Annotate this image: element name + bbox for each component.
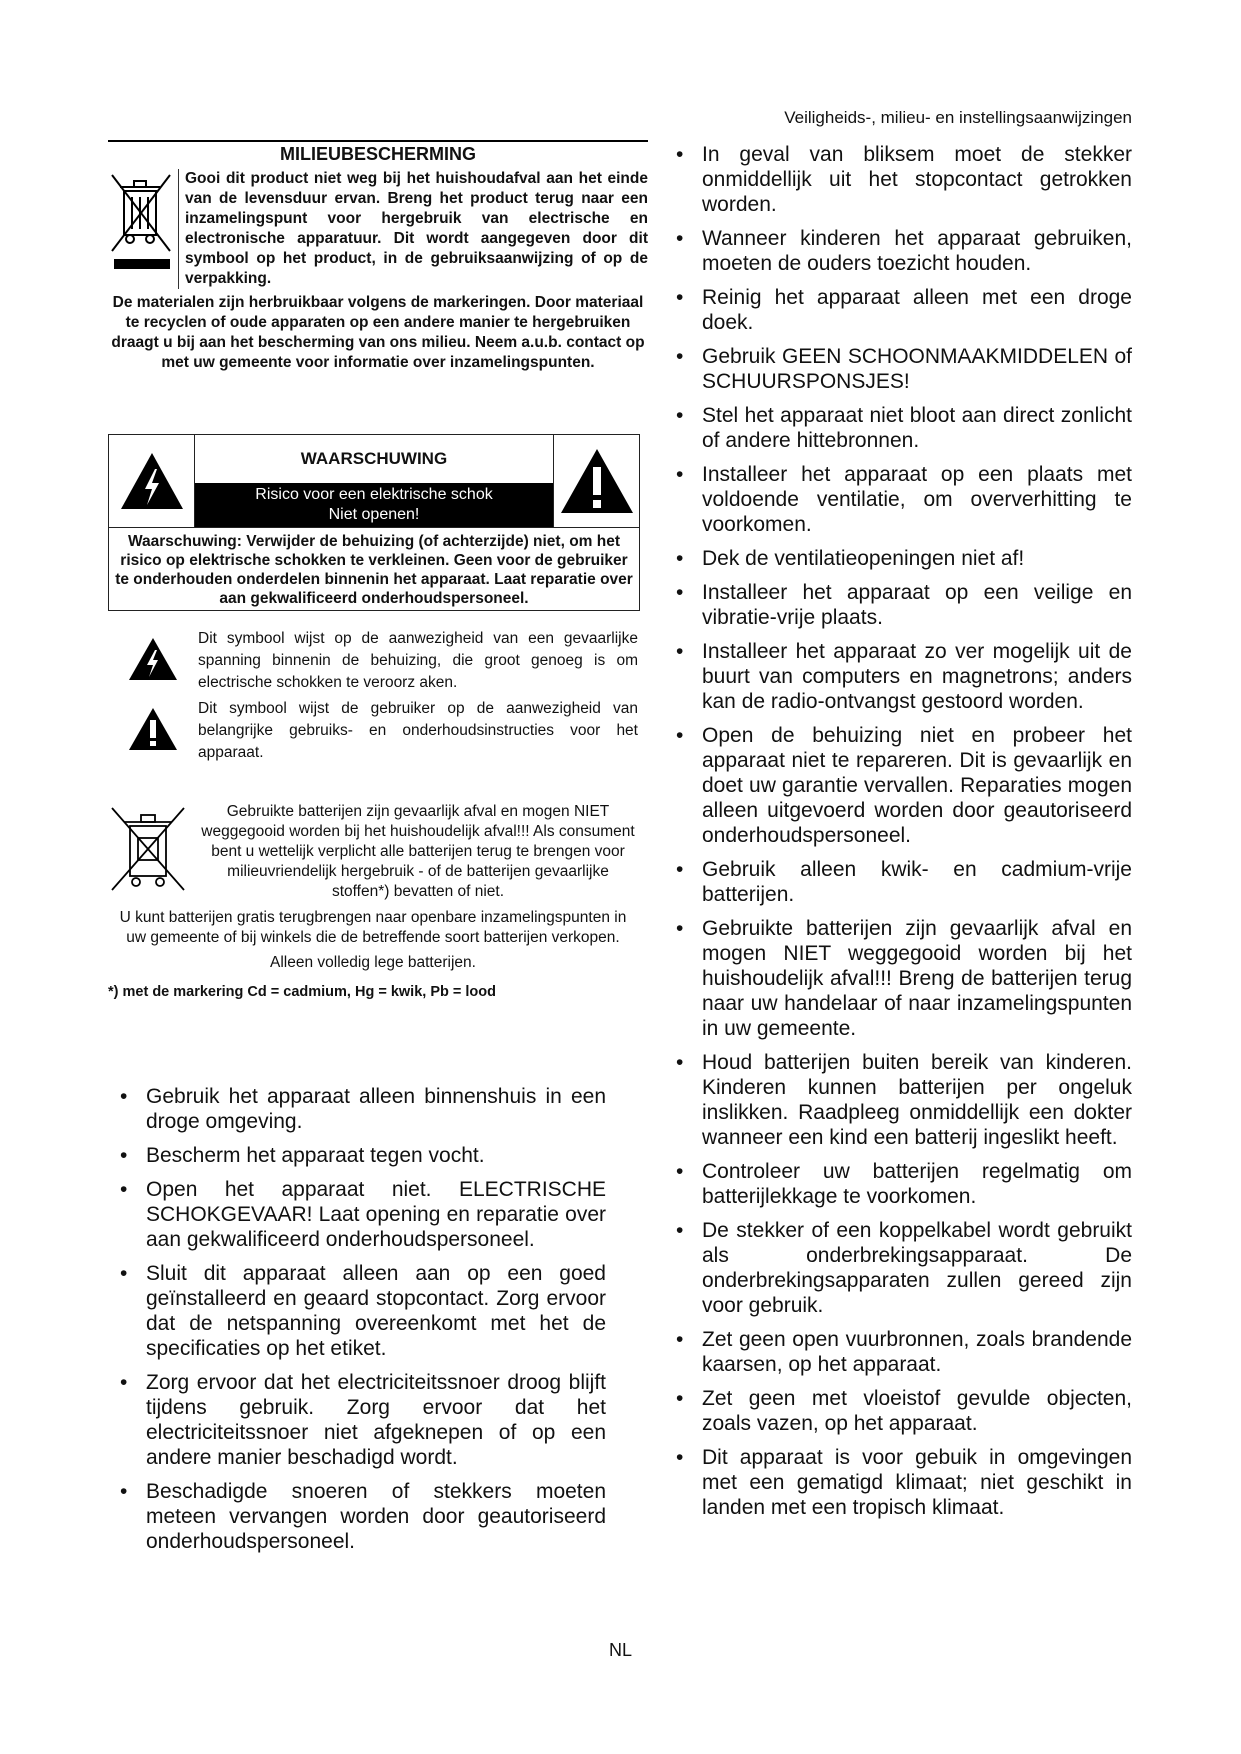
list-item: • Bescherm het apparaat tegen vocht. [112, 1143, 606, 1168]
list-item: • Reinig het apparaat alleen met een droge doek. [668, 285, 1132, 335]
environment-title: MILIEUBESCHERMING [108, 140, 648, 165]
battery-empty-text: Alleen volledig lege batterijen. [270, 954, 476, 971]
list-item: • In geval van bliksem moet de stekker onmiddellijk uit het stopcontact getrokken worden. [668, 142, 1132, 217]
warning-box [108, 434, 640, 611]
shock-risk-line1: Risico voor een elektrische schok [255, 486, 493, 503]
black-bar [114, 259, 170, 269]
list-item: • Gebruikte batterijen zijn gevaarlijk afval en mogen NIET weggegooid worden bij het huishoudelijk afval!!! Breng de batterijen terug naar uw handelaar of naar inzamelingspunten in uw gemeente. [668, 916, 1132, 1041]
lightning-warning-icon [119, 451, 185, 511]
list-item: • Dek de ventilatieopeningen niet af! [668, 546, 1132, 571]
environment-recycle-text: De materialen zijn herbruikbaar volgens de markeringen. Door materiaal te recyclen of oude apparaten op een andere manier te hergebruiken draagt u bij aan het bescherming van ons milieu. Neem a.u.b. contact op met uw gemeente voor informatie over inzamelingspunten. [111, 294, 645, 371]
battery-return-text: U kunt batterijen gratis terugbrengen naar openbare inzamelingspunten in uw gemeente of bij winkels die de betreffende soort batterijen verkopen. [119, 909, 627, 946]
list-item: • Zet geen open vuurbronnen, zoals brandende kaarsen, op het apparaat. [668, 1327, 1132, 1377]
list-item: • Installeer het apparaat op een veilige en vibratie-vrije plaats. [668, 580, 1132, 630]
exclamation-symbol-text: Dit symbool wijst de gebruiker op de aanwezigheid van belangrijke gebruiks- en onderhoudsinstructies voor het apparaat. [198, 700, 638, 761]
exclamation-symbol-row [108, 698, 638, 764]
right-safety-list [668, 142, 1132, 1529]
shock-risk-line2: Niet openen! [328, 506, 420, 523]
list-item: • Installeer het apparaat op een plaats met voldoende ventilatie, om oververhitting te voorkomen. [668, 462, 1132, 537]
environment-section [108, 140, 648, 373]
list-item: • Beschadigde snoeren of stekkers moeten meteen vervangen worden door geautoriseerd onderhoudspersoneel. [112, 1479, 606, 1554]
list-item: • Dit apparaat is voor gebuik in omgevingen met een gematigd klimaat; niet geschikt in landen met een tropisch klimaat. [668, 1445, 1132, 1520]
list-item: • Controleer uw batterijen regelmatig om batterijlekkage te voorkomen. [668, 1159, 1132, 1209]
page-header: Veiligheids-, milieu- en instellingsaanwijzingen [784, 108, 1132, 127]
page-language-code: NL [608, 1640, 632, 1660]
list-item: • Gebruik GEEN SCHOONMAAKMIDDELEN of SCHUURSPONSJES! [668, 344, 1132, 394]
list-item: • De stekker of een koppelkabel wordt gebruikt als onderbrekingsapparaat. De onderbrekingsapparaten zullen gereed zijn voor gebruik. [668, 1218, 1132, 1318]
list-item: • Gebruik het apparaat alleen binnenshuis in een droge omgeving. [112, 1084, 606, 1134]
battery-section [108, 802, 638, 1000]
warning-title: WAARSCHUWING [300, 449, 448, 468]
list-item: • Zet geen met vloeistof gevulde objecten, zoals vazen, op het apparaat. [668, 1386, 1132, 1436]
battery-text: Gebruikte batterijen zijn gevaarlijk afval en mogen NIET weggegooid worden bij het huishoudelijk afval!!! Als consument bent u wettelijk verplicht alle batterijen terug te brengen voor milieuvriendelijk hergebruik - of de batterijen gevaarlijke stoffen*) bevatten of niet. [201, 803, 635, 900]
list-item: • Installeer het apparaat zo ver mogelijk uit de buurt van computers en magnetrons; anders kan de radio-ontvangst gestoord worden. [668, 639, 1132, 714]
left-safety-list [112, 1084, 606, 1563]
list-item: • Open de behuizing niet en probeer het apparaat niet te repareren. Dit is gevaarlijk en doet uw garantie vervallen. Reparaties mogen alleen uitgevoerd worden door geautoriseerd onderhoudspersoneel. [668, 723, 1132, 848]
lightning-symbol-text: Dit symbool wijst op de aanwezigheid van een gevaarlijke spanning binnenin de behuizing, die groot genoeg is om electrische schokken te veroorz aken. [198, 630, 638, 691]
list-item: • Wanneer kinderen het apparaat gebruiken, moeten de ouders toezicht houden. [668, 226, 1132, 276]
lightning-symbol-row [108, 628, 638, 694]
list-item: • Houd batterijen buiten bereik van kinderen. Kinderen kunnen batterijen per ongeluk inslikken. Raadpleeg onmiddellijk een dokter wanneer een kind een batterij ingeslikt heeft. [668, 1050, 1132, 1150]
shock-risk-banner [195, 483, 553, 527]
list-item: • Stel het apparaat niet bloot aan direct zonlicht of andere hittebronnen. [668, 403, 1132, 453]
lightning-icon [127, 636, 179, 682]
crossed-bin-battery-icon [108, 802, 188, 894]
list-item: • Gebruik alleen kwik- en cadmium-vrije batterijen. [668, 857, 1132, 907]
exclamation-warning-icon [559, 447, 635, 515]
list-item: • Open het apparaat niet. ELECTRISCHE SCHOKGEVAAR! Laat opening en reparatie over aan gekwalificeerd onderhoudspersoneel. [112, 1177, 606, 1252]
battery-footnote: *) met de markering Cd = cadmium, Hg = kwik, Pb = lood [108, 984, 496, 1000]
list-item: • Zorg ervoor dat het electriciteitssnoer droog blijft tijdens gebruik. Zorg ervoor dat het electriciteitssnoer niet afgeknepen of op een andere manier beschadigd wordt. [112, 1370, 606, 1470]
crossed-bin-icon [108, 169, 174, 257]
list-item: • Sluit dit apparaat alleen aan op een goed geïnstalleerd en geaard stopcontact. Zorg ervoor dat de netspanning overeenkomt met het de specificaties op het etiket. [112, 1261, 606, 1361]
environment-text: Gooi dit product niet weg bij het huishoudafval aan het einde van de levensduur ervan. Breng het product terug naar een inzamelingspunt voor hergebruik van electrische en electronische apparatuur. Dit wordt aangegeven door dit symbool op het product, in de gebruiksaanwijzing of op de verpakking. [178, 169, 648, 289]
warning-text: Waarschuwing: Verwijder de behuizing (of achterzijde) niet, om het risico op elektrische schokken te verkleinen. Geen voor de gebruiker te onderhouden onderdelen binnenin het apparaat. Laat reparatie over aan gekwalificeerd onderhoudspersoneel. [115, 533, 633, 607]
exclamation-icon [127, 706, 179, 752]
